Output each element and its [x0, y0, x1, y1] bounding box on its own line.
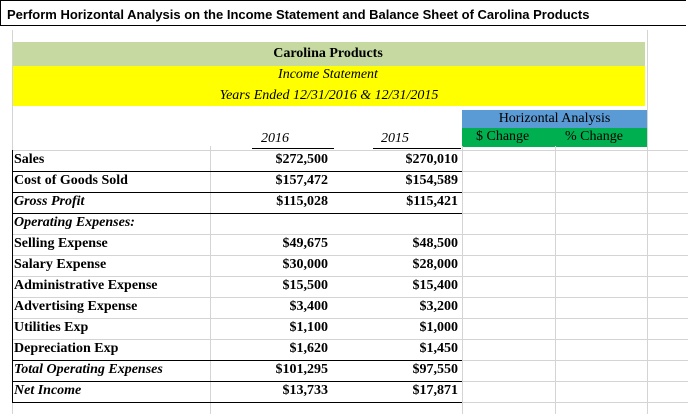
- grid-line: [12, 234, 688, 235]
- value-2016-administrative: $15,500: [282, 278, 328, 293]
- year-2015-header: 2015: [381, 131, 409, 146]
- value-2016-sales: $272,500: [275, 152, 328, 167]
- statement-title: Income Statement: [278, 67, 378, 82]
- grid-line: [210, 146, 211, 414]
- row-label-salary: Salary Expense: [14, 257, 107, 272]
- value-2015-net-income: $17,871: [412, 383, 458, 398]
- horizontal-analysis-title: Horizontal Analysis: [498, 111, 611, 126]
- value-2016-cogs: $157,472: [275, 173, 328, 188]
- row-label-depreciation: Depreciation Exp: [14, 341, 119, 356]
- border-net-income: [12, 402, 462, 403]
- row-label-total-operating: Total Operating Expenses: [14, 362, 163, 377]
- row-label-net-income: Net Income: [14, 383, 82, 398]
- border-gross-profit: [12, 213, 462, 214]
- border-cogs: [12, 192, 462, 193]
- company-name: Carolina Products: [273, 46, 383, 61]
- grid-line: [12, 318, 688, 319]
- row-label-operating-expenses: Operating Expenses:: [14, 215, 135, 230]
- spreadsheet-grid[interactable]: [0, 30, 688, 414]
- value-2016-total-operating: $101,295: [275, 362, 328, 377]
- border-depreciation: [12, 360, 462, 361]
- value-2016-net-income: $13,733: [282, 383, 328, 398]
- task-banner-text: Perform Horizontal Analysis on the Income Statement and Balance Sheet of Carolina Products: [7, 7, 590, 22]
- grid-line: [12, 150, 688, 151]
- table-left-border: [12, 150, 13, 402]
- value-2015-cogs: $154,589: [405, 173, 458, 188]
- row-label-advertising: Advertising Expense: [14, 299, 138, 314]
- row-label-selling: Selling Expense: [14, 236, 108, 251]
- value-2015-selling: $48,500: [412, 236, 458, 251]
- value-2015-gross-profit: $115,421: [406, 194, 458, 209]
- value-2016-advertising: $3,400: [289, 299, 328, 314]
- value-2015-administrative: $15,400: [412, 278, 458, 293]
- dollar-change-header: $ Change: [476, 129, 530, 144]
- year-2016-header: 2016: [261, 131, 289, 146]
- value-2015-total-operating: $97,550: [412, 362, 458, 377]
- value-2015-depreciation: $1,450: [419, 341, 458, 356]
- row-label-gross-profit: Gross Profit: [14, 194, 85, 209]
- value-2016-depreciation: $1,620: [289, 341, 328, 356]
- border-total-operating: [12, 381, 462, 382]
- statement-period: Years Ended 12/31/2016 & 12/31/2015: [219, 88, 439, 103]
- grid-line: [555, 146, 556, 414]
- value-2016-selling: $49,675: [282, 236, 328, 251]
- row-label-cogs: Cost of Goods Sold: [14, 173, 128, 188]
- value-2015-sales: $270,010: [405, 152, 458, 167]
- grid-line: [12, 255, 688, 256]
- task-banner: [0, 0, 686, 26]
- value-2016-utilities: $1,100: [289, 320, 328, 335]
- percent-change-header: % Change: [565, 129, 623, 144]
- value-2016-gross-profit: $115,028: [276, 194, 328, 209]
- grid-line: [647, 30, 648, 414]
- value-2015-utilities: $1,000: [419, 320, 458, 335]
- grid-line: [462, 146, 463, 414]
- value-2016-salary: $30,000: [282, 257, 328, 272]
- border-sales: [12, 171, 462, 172]
- row-label-administrative: Administrative Expense: [14, 278, 158, 293]
- value-2015-salary: $28,000: [412, 257, 458, 272]
- value-2015-advertising: $3,200: [419, 299, 458, 314]
- row-label-utilities: Utilities Exp: [14, 320, 89, 335]
- year-2015-underline: [373, 148, 461, 149]
- year-2016-underline: [252, 148, 334, 149]
- row-label-sales: Sales: [14, 152, 45, 167]
